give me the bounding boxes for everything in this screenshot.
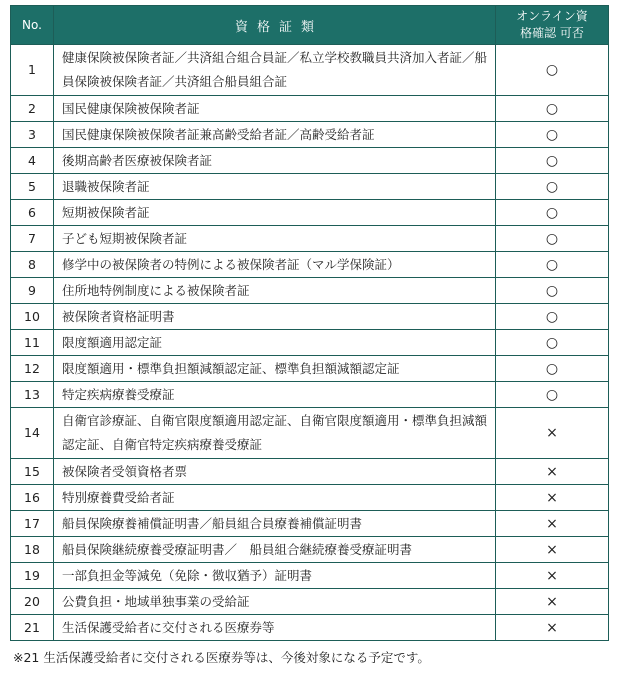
- qualification-name: 船員保険継続療養受療証明書／ 船員組合継続療養受療証明書: [54, 537, 496, 563]
- row-number: 9: [11, 278, 54, 304]
- row-number: 3: [11, 122, 54, 148]
- online-check-mark: ○: [496, 200, 609, 226]
- row-number: 18: [11, 537, 54, 563]
- table-row: [11, 408, 609, 459]
- online-check-mark: ×: [496, 511, 609, 537]
- online-check-mark: ○: [496, 122, 609, 148]
- table-row: [11, 537, 609, 563]
- table-row: [11, 252, 609, 278]
- table-row: [11, 330, 609, 356]
- row-number: 7: [11, 226, 54, 252]
- table-row: [11, 45, 609, 96]
- qualification-name: 船員保険療養補償証明書／船員組合員療養補償証明書: [54, 511, 496, 537]
- qualification-name: 退職被保険者証: [54, 174, 496, 200]
- qualification-name: 国民健康保険被保険者証: [54, 96, 496, 122]
- header-online-line1: オンライン資: [516, 9, 588, 23]
- header-row: [11, 6, 609, 45]
- table-row: [11, 511, 609, 537]
- row-number: 19: [11, 563, 54, 589]
- qualification-name: 健康保険被保険者証／共済組合組合員証／私立学校教職員共済加入者証／船員保険被保険者証／共済組合船員組合証: [54, 45, 496, 96]
- qualification-name: 生活保護受給者に交付される医療券等: [54, 615, 496, 641]
- header-name: 資格証類: [54, 6, 496, 45]
- row-number: 8: [11, 252, 54, 278]
- online-check-mark: ○: [496, 174, 609, 200]
- online-check-mark: ○: [496, 96, 609, 122]
- online-check-mark: ○: [496, 330, 609, 356]
- qualification-name: 一部負担金等減免（免除・徴収猶予）証明書: [54, 563, 496, 589]
- online-check-mark: ○: [496, 278, 609, 304]
- table-row: [11, 615, 609, 641]
- table-row: [11, 485, 609, 511]
- online-check-mark: ×: [496, 589, 609, 615]
- qualification-name: 限度額適用・標準負担額減額認定証、標準負担額減額認定証: [54, 356, 496, 382]
- header-online-check: [496, 6, 609, 45]
- row-number: 14: [11, 408, 54, 459]
- table-row: [11, 459, 609, 485]
- online-check-mark: ○: [496, 45, 609, 96]
- row-number: 1: [11, 45, 54, 96]
- row-number: 6: [11, 200, 54, 226]
- online-check-mark: ○: [496, 226, 609, 252]
- row-number: 17: [11, 511, 54, 537]
- qualification-name: 特別療養費受給者証: [54, 485, 496, 511]
- table-row: [11, 304, 609, 330]
- table-header: [11, 6, 609, 45]
- row-number: 15: [11, 459, 54, 485]
- row-number: 11: [11, 330, 54, 356]
- table-row: [11, 563, 609, 589]
- qualification-name: 特定疾病療養受療証: [54, 382, 496, 408]
- table-row: [11, 174, 609, 200]
- row-number: 2: [11, 96, 54, 122]
- header-online-line2: 格確認 可否: [520, 26, 584, 40]
- qualification-name: 住所地特例制度による被保険者証: [54, 278, 496, 304]
- online-check-mark: ×: [496, 485, 609, 511]
- qualification-table: [10, 5, 609, 641]
- table-row: [11, 226, 609, 252]
- table-row: [11, 122, 609, 148]
- table-row: [11, 96, 609, 122]
- qualification-name: 自衛官診療証、自衛官限度額適用認定証、自衛官限度額適用・標準負担減額認定証、自衛官特定疾病療養受療証: [54, 408, 496, 459]
- online-check-mark: ○: [496, 382, 609, 408]
- row-number: 16: [11, 485, 54, 511]
- qualification-name: 短期被保険者証: [54, 200, 496, 226]
- row-number: 20: [11, 589, 54, 615]
- qualification-name: 修学中の被保険者の特例による被保険者証（マル学保険証）: [54, 252, 496, 278]
- qualification-name: 公費負担・地域単独事業の受給証: [54, 589, 496, 615]
- online-check-mark: ○: [496, 148, 609, 174]
- online-check-mark: ×: [496, 408, 609, 459]
- row-number: 21: [11, 615, 54, 641]
- online-check-mark: ×: [496, 537, 609, 563]
- online-check-mark: ○: [496, 252, 609, 278]
- qualification-name: 後期高齢者医療被保険者証: [54, 148, 496, 174]
- table-row: [11, 148, 609, 174]
- qualification-name: 被保険者受領資格者票: [54, 459, 496, 485]
- table-row: [11, 589, 609, 615]
- online-check-mark: ×: [496, 615, 609, 641]
- table-row: [11, 200, 609, 226]
- qualification-name: 子ども短期被保険者証: [54, 226, 496, 252]
- row-number: 4: [11, 148, 54, 174]
- row-number: 10: [11, 304, 54, 330]
- online-check-mark: ○: [496, 356, 609, 382]
- table-row: [11, 356, 609, 382]
- qualification-name: 限度額適用認定証: [54, 330, 496, 356]
- header-no: No.: [11, 6, 54, 45]
- online-check-mark: ○: [496, 304, 609, 330]
- table-row: [11, 382, 609, 408]
- table-row: [11, 278, 609, 304]
- qualification-name: 国民健康保険被保険者証兼高齢受給者証／高齢受給者証: [54, 122, 496, 148]
- qualification-name: 被保険者資格証明書: [54, 304, 496, 330]
- row-number: 13: [11, 382, 54, 408]
- footnote: ※21 生活保護受給者に交付される医療券等は、今後対象になる予定です。: [13, 650, 430, 665]
- online-check-mark: ×: [496, 459, 609, 485]
- table-body: [11, 45, 609, 641]
- row-number: 5: [11, 174, 54, 200]
- online-check-mark: ×: [496, 563, 609, 589]
- row-number: 12: [11, 356, 54, 382]
